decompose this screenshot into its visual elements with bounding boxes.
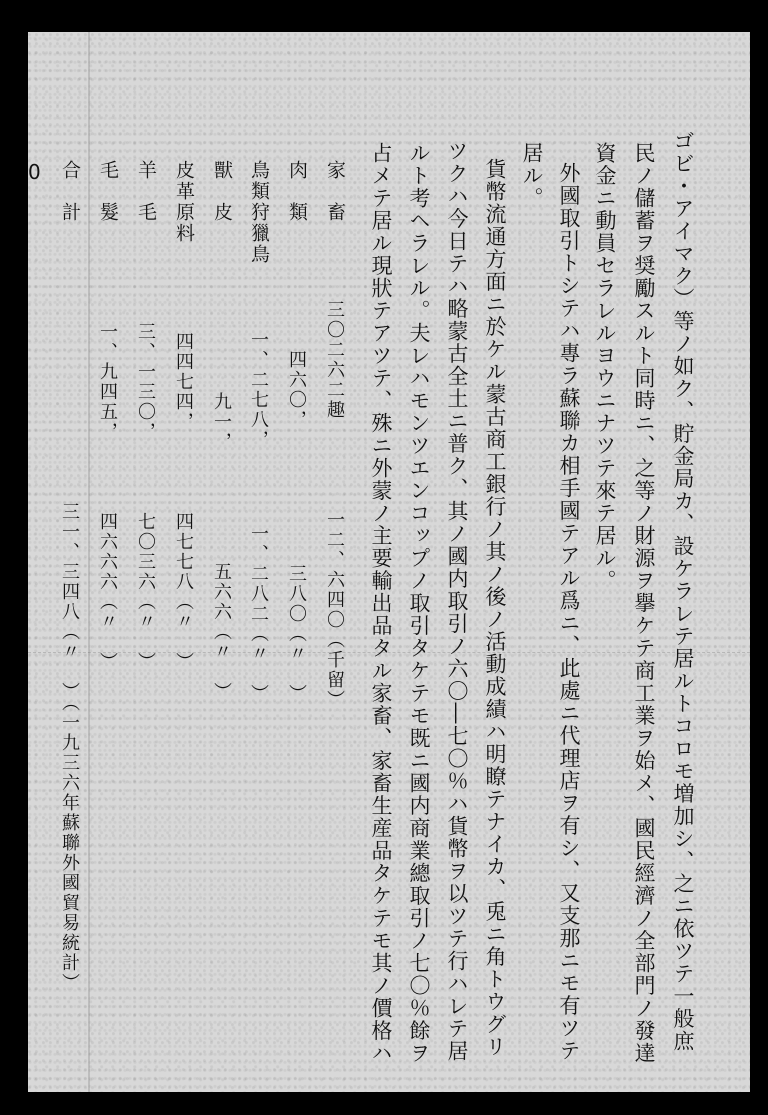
paragraph-line-9: 占メテ居ル現狀テアツテ、殊ニ外蒙ノ主要輸出品タル家畜、家畜生産品タケテモ其ノ價格ハ [369, 142, 393, 1065]
table-value-2: 四六六六（〃 ） [97, 512, 118, 672]
paragraph-line-5: 居ル。 [520, 142, 544, 210]
table-value-2: 四七七八（〃 ） [173, 512, 194, 672]
document-page [28, 32, 750, 1092]
table-value-2: 三一、三四八（〃 ）（一九三六年蘇聯外國貿易統計） [59, 502, 80, 993]
paragraph-line-6: 貨幣流通方面ニ於ケル蒙古商工銀行ノ其ノ後ノ活動成績ハ明瞭テナイカ、兎ニ角トウグリ [483, 158, 507, 1058]
table-value-1: 三、一三〇， [135, 322, 156, 442]
table-item: 羊 毛 [135, 160, 157, 223]
table-value-2: 五六六（〃 ） [211, 562, 232, 702]
table-value-2: 一、二八二（〃 ） [248, 524, 269, 704]
paragraph-line-2: 民ノ儲蓄ヲ奨勵スルト同時ニ、之等ノ財源ヲ擧ケテ商工業ヲ始メ、國民經濟ノ全部門ノ發達 [632, 142, 656, 1065]
table-item: 家 畜 [324, 160, 346, 223]
table-item: 鳥類狩獵鳥 [248, 160, 270, 265]
table-value-1: 九一， [211, 392, 232, 452]
table-value-2: 一二、六四〇（千留） [324, 510, 345, 710]
table-value-1: 一、九四五， [97, 322, 118, 442]
paragraph-line-1: ゴビ・アイマク）等ノ如ク、貯金局カ、設ケラレテ居ルトコロモ増加シ、之ニ依ツテ一般庶 [671, 130, 695, 1053]
table-item: 肉 類 [286, 160, 308, 223]
paragraph-line-3: 資金ニ動員セラレルヨウニナツテ來テ居ル。 [593, 142, 617, 592]
paragraph-line-8: ルト考ヘラレル。夫レハモンツエンコップノ取引タケテモ既ニ國内商業總取引ノ七〇％餘ヲ [407, 142, 431, 1065]
table-item: 合 計 [59, 160, 81, 223]
table-value-1: 三〇二六二趣 [324, 300, 345, 420]
table-item: 毛 髮 [97, 160, 119, 223]
table-item: 獸 皮 [211, 160, 233, 223]
table-value-2: 七〇三六（〃 ） [135, 512, 156, 672]
table-value-2: 三八〇（〃 ） [286, 564, 307, 704]
table-value-1: 一、二七八， [248, 330, 269, 450]
paragraph-line-7: ツクハ今日テハ略蒙古全土ニ普ク、其ノ國内取引ノ六〇―七〇％ハ貨幣ヲ以ツテ行ハレテ居 [445, 140, 469, 1063]
table-value-1: 四四七四， [173, 332, 194, 432]
table-value-1: 四六〇， [286, 350, 307, 430]
paragraph-line-4: 外國取引トシテハ專ラ蘇聯カ相手國テアル爲ニ、此處ニ代理店ヲ有シ、又支那ニモ有ツテ [557, 162, 581, 1062]
fold-line [88, 32, 90, 1092]
table-item: 皮革原料 [173, 160, 195, 244]
margin-number: 0 [28, 160, 41, 184]
